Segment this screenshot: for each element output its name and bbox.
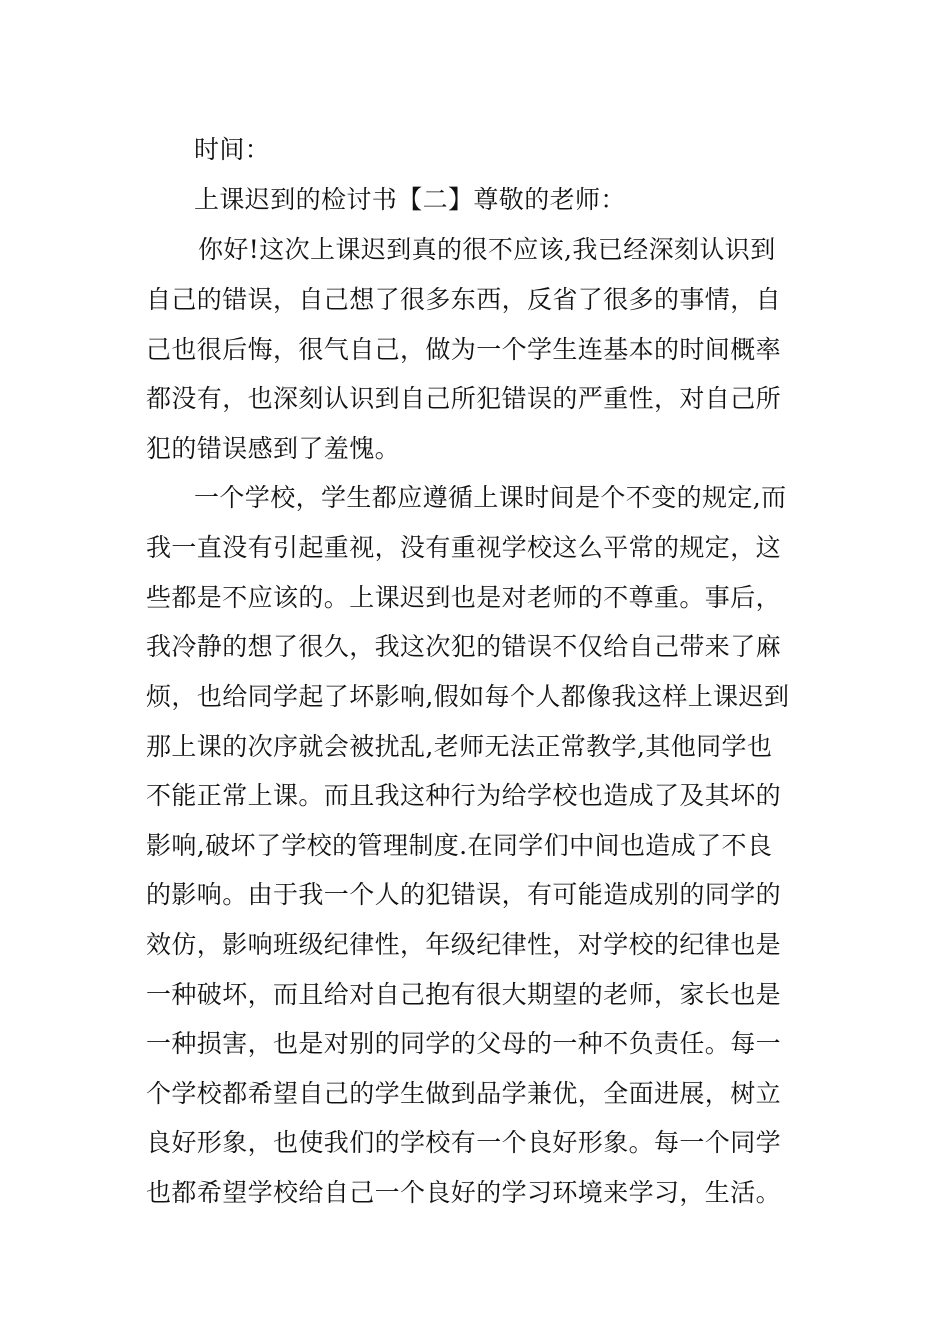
text-line: 也都希望学校给自己一个良好的学习环境来学习，生活。 bbox=[146, 1178, 782, 1207]
text-line: 影响,破坏了学校的管理制度.在同学们中间也造成了不良 bbox=[146, 831, 773, 860]
text-line: 时间： bbox=[194, 135, 271, 164]
text-line: 我冷静的想了很久，我这次犯的错误不仅给自己带来了麻 bbox=[146, 632, 782, 661]
text-line: 犯的错误感到了羞愧。 bbox=[146, 434, 401, 463]
text-line: 个学校都希望自己的学生做到品学兼优，全面进展，树立 bbox=[146, 1079, 782, 1108]
text-line: 自己的错误，自己想了很多东西，反省了很多的事情，自 bbox=[146, 285, 782, 314]
text-line: 不能正常上课。而且我这种行为给学校也造成了及其坏的 bbox=[146, 781, 782, 810]
text-line: 烦，也给同学起了坏影响,假如每个人都像我这样上课迟到 bbox=[146, 682, 790, 711]
text-line: 我一直没有引起重视，没有重视学校这么平常的规定，这 bbox=[146, 533, 782, 562]
text-line: 些都是不应该的。上课迟到也是对老师的不尊重。事后， bbox=[146, 583, 782, 612]
text-line: 一种破坏，而且给对自己抱有很大期望的老师，家长也是 bbox=[146, 980, 782, 1009]
text-line: 你好!这次上课迟到真的很不应该,我已经深刻认识到 bbox=[198, 235, 776, 264]
text-line: 都没有，也深刻认识到自己所犯错误的严重性，对自己所 bbox=[146, 384, 782, 413]
text-line: 那上课的次序就会被扰乱,老师无法正常教学,其他同学也 bbox=[146, 732, 773, 761]
text-line: 效仿，影响班级纪律性，年级纪律性，对学校的纪律也是 bbox=[146, 930, 782, 959]
text-line: 一个学校，学生都应遵循上课时间是个不变的规定,而 bbox=[194, 483, 787, 512]
text-line: 一种损害，也是对别的同学的父母的一种不负责任。每一 bbox=[146, 1029, 782, 1058]
text-line: 上课迟到的检讨书【二】尊敬的老师： bbox=[194, 185, 626, 214]
text-line: 己也很后悔，很气自己，做为一个学生连基本的时间概率 bbox=[146, 335, 782, 364]
text-line: 良好形象，也使我们的学校有一个良好形象。每一个同学 bbox=[146, 1128, 782, 1157]
text-line: 的影响。由于我一个人的犯错误，有可能造成别的同学的 bbox=[146, 880, 782, 909]
